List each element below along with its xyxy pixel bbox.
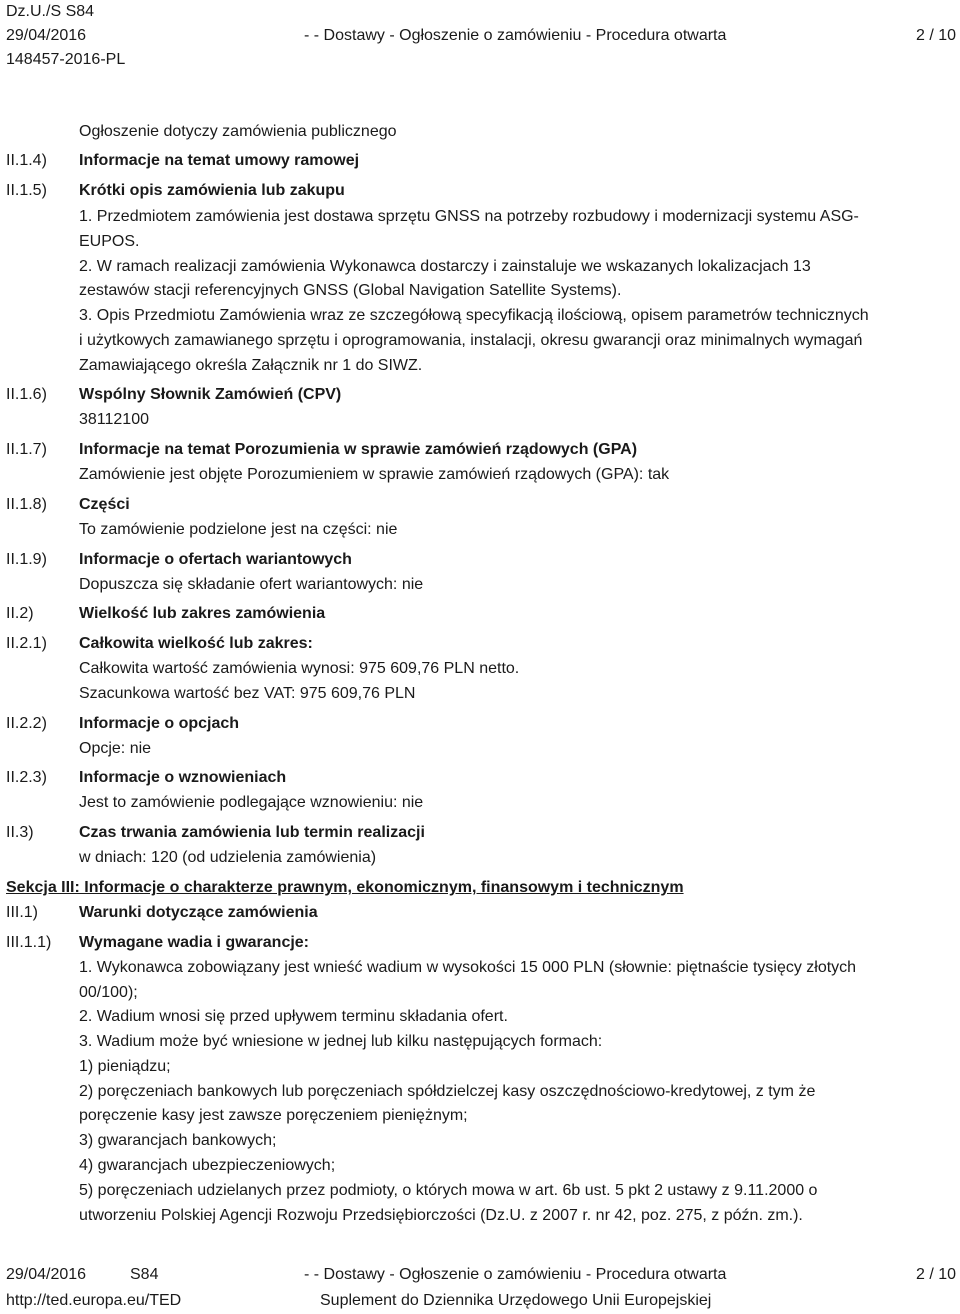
- section-heading: Całkowita wielkość lub zakres:: [79, 635, 313, 652]
- guarantee-line: 4) gwarancjach ubezpieczeniowych;: [79, 1157, 336, 1174]
- description-line: Zamawiającego określa Załącznik nr 1 do SIWZ.: [79, 357, 423, 374]
- section-heading: Informacje o opcjach: [79, 715, 240, 732]
- description-line: 2. W ramach realizacji zamówienia Wykonawca dostarczy i zainstaluje we wskazanych lokalizacjach 13: [79, 258, 811, 275]
- page-footer: [6, 1262, 956, 1314]
- page-header: [6, 0, 956, 72]
- guarantee-line: 1. Wykonawca zobowiązany jest wnieść wadium w wysokości 15 000 PLN (słownie: piętnaście tysięcy złotych: [79, 959, 857, 976]
- section-value: Zamówienie jest objęte Porozumieniem w sprawie zamówień rządowych (GPA): tak: [79, 466, 670, 483]
- journal-ref: Dz.U./S S84: [6, 3, 95, 20]
- description-line: 1. Przedmiotem zamówienia jest dostawa sprzętu GNSS na potrzeby rozbudowy i modernizacji systemu ASG-: [79, 208, 859, 225]
- guarantee-line: poręczenie kasy jest zawsze poręczeniem pieniężnym;: [79, 1107, 468, 1124]
- description-line: zestawów stacji referencyjnych GNSS (Global Navigation Satellite Systems).: [79, 282, 622, 299]
- section-number: II.1.7): [6, 441, 47, 458]
- section-heading: Czas trwania zamówienia lub termin realizacji: [79, 824, 425, 841]
- section-value: To zamówienie podzielone jest na części: nie: [79, 521, 398, 538]
- description-line: 3. Opis Przedmiotu Zamówienia wraz ze szczegółową specyfikacją ilościową, opisem parametrów technicznych: [79, 307, 869, 324]
- section-number: II.2.1): [6, 635, 47, 652]
- footer-title: - - Dostawy - Ogłoszenie o zamówieniu - Procedura otwarta: [304, 1266, 727, 1283]
- guarantee-line: 1) pieniądzu;: [79, 1058, 171, 1075]
- section-value: Całkowita wartość zamówienia wynosi: 975 609,76 PLN netto.: [79, 660, 520, 677]
- intro-text: Ogłoszenie dotyczy zamówienia publicznego: [79, 123, 397, 140]
- section-number: III.1.1): [6, 934, 52, 951]
- header-date: 29/04/2016: [6, 27, 87, 44]
- section-value: Jest to zamówienie podlegające wznowieniu: nie: [79, 794, 424, 811]
- description-line: i użytkowych zamawianego sprzętu i oprogramowania, instalacji, okresu gwarancji oraz minimalnych wymagań: [79, 332, 863, 349]
- footer-date: 29/04/2016: [6, 1266, 87, 1283]
- section-title: Sekcja III: Informacje o charakterze prawnym, ekonomicznym, finansowym i technicznym: [6, 879, 684, 896]
- section-heading: Warunki dotyczące zamówienia: [79, 904, 318, 921]
- section-heading: Wielkość lub zakres zamówienia: [79, 605, 326, 622]
- header-page-number: 2 / 10: [915, 27, 956, 44]
- footer-supplement: Suplement do Dziennika Urzędowego Unii Europejskiej: [320, 1292, 712, 1309]
- section-heading: Informacje o wznowieniach: [79, 769, 287, 786]
- guarantee-line: utworzeniu Polskiej Agencji Rozwoju Przedsiębiorczości (Dz.U. z 2007 r. nr 42, poz. 275, z późn. zm.).: [79, 1207, 803, 1224]
- section-number: II.2.2): [6, 715, 47, 732]
- section-number: II.1.4): [6, 152, 47, 169]
- guarantee-line: 3. Wadium może być wniesione w jednej lub kilku następujących formach:: [79, 1033, 603, 1050]
- footer-page-number: 2 / 10: [915, 1266, 956, 1283]
- section-heading: Wymagane wadia i gwarancje:: [79, 934, 310, 951]
- section-heading: Części: [79, 496, 130, 513]
- section-number: II.1.5): [6, 182, 47, 199]
- section-heading: Wspólny Słownik Zamówień (CPV): [79, 386, 342, 403]
- section-value: Opcje: nie: [79, 740, 152, 757]
- section-heading: Informacje na temat umowy ramowej: [79, 152, 360, 169]
- section-value: w dniach: 120 (od udzielenia zamówienia): [79, 849, 377, 866]
- section-number: II.1.6): [6, 386, 47, 403]
- guarantee-line: 5) poręczeniach udzielanych przez podmioty, o których mowa w art. 6b ust. 5 pkt 2 ustawy z 9.11.2000 o: [79, 1182, 818, 1199]
- section-value: Szacunkowa wartość bez VAT: 975 609,76 PLN: [79, 685, 416, 702]
- section-number: II.2): [6, 605, 34, 622]
- guarantee-line: 3) gwarancjach bankowych;: [79, 1132, 277, 1149]
- section-heading: Krótki opis zamówienia lub zakupu: [79, 182, 345, 199]
- footer-series: S84: [130, 1266, 159, 1283]
- section-number: II.1.9): [6, 551, 47, 568]
- section-heading: Informacje o ofertach wariantowych: [79, 551, 352, 568]
- section-number: II.1.8): [6, 496, 47, 513]
- document-id: 148457-2016-PL: [6, 51, 126, 68]
- section-number: III.1): [6, 904, 39, 921]
- guarantee-line: 00/100);: [79, 984, 138, 1001]
- section-value: Dopuszcza się składanie ofert wariantowych: nie: [79, 576, 424, 593]
- description-line: EUPOS.: [79, 233, 140, 250]
- header-title: - - Dostawy - Ogłoszenie o zamówieniu - Procedura otwarta: [304, 27, 727, 44]
- footer-url-link[interactable]: http://ted.europa.eu/TED: [6, 1292, 182, 1309]
- section-heading: Informacje na temat Porozumienia w sprawie zamówień rządowych (GPA): [79, 441, 638, 458]
- cpv-code: 38112100: [79, 411, 149, 428]
- section-number: II.2.3): [6, 769, 47, 786]
- guarantee-line: 2) poręczeniach bankowych lub poręczeniach spółdzielczej kasy oszczędnościowo-kredytowej, z tym że: [79, 1083, 816, 1100]
- section-number: II.3): [6, 824, 34, 841]
- guarantee-line: 2. Wadium wnosi się przed upływem terminu składania ofert.: [79, 1008, 508, 1025]
